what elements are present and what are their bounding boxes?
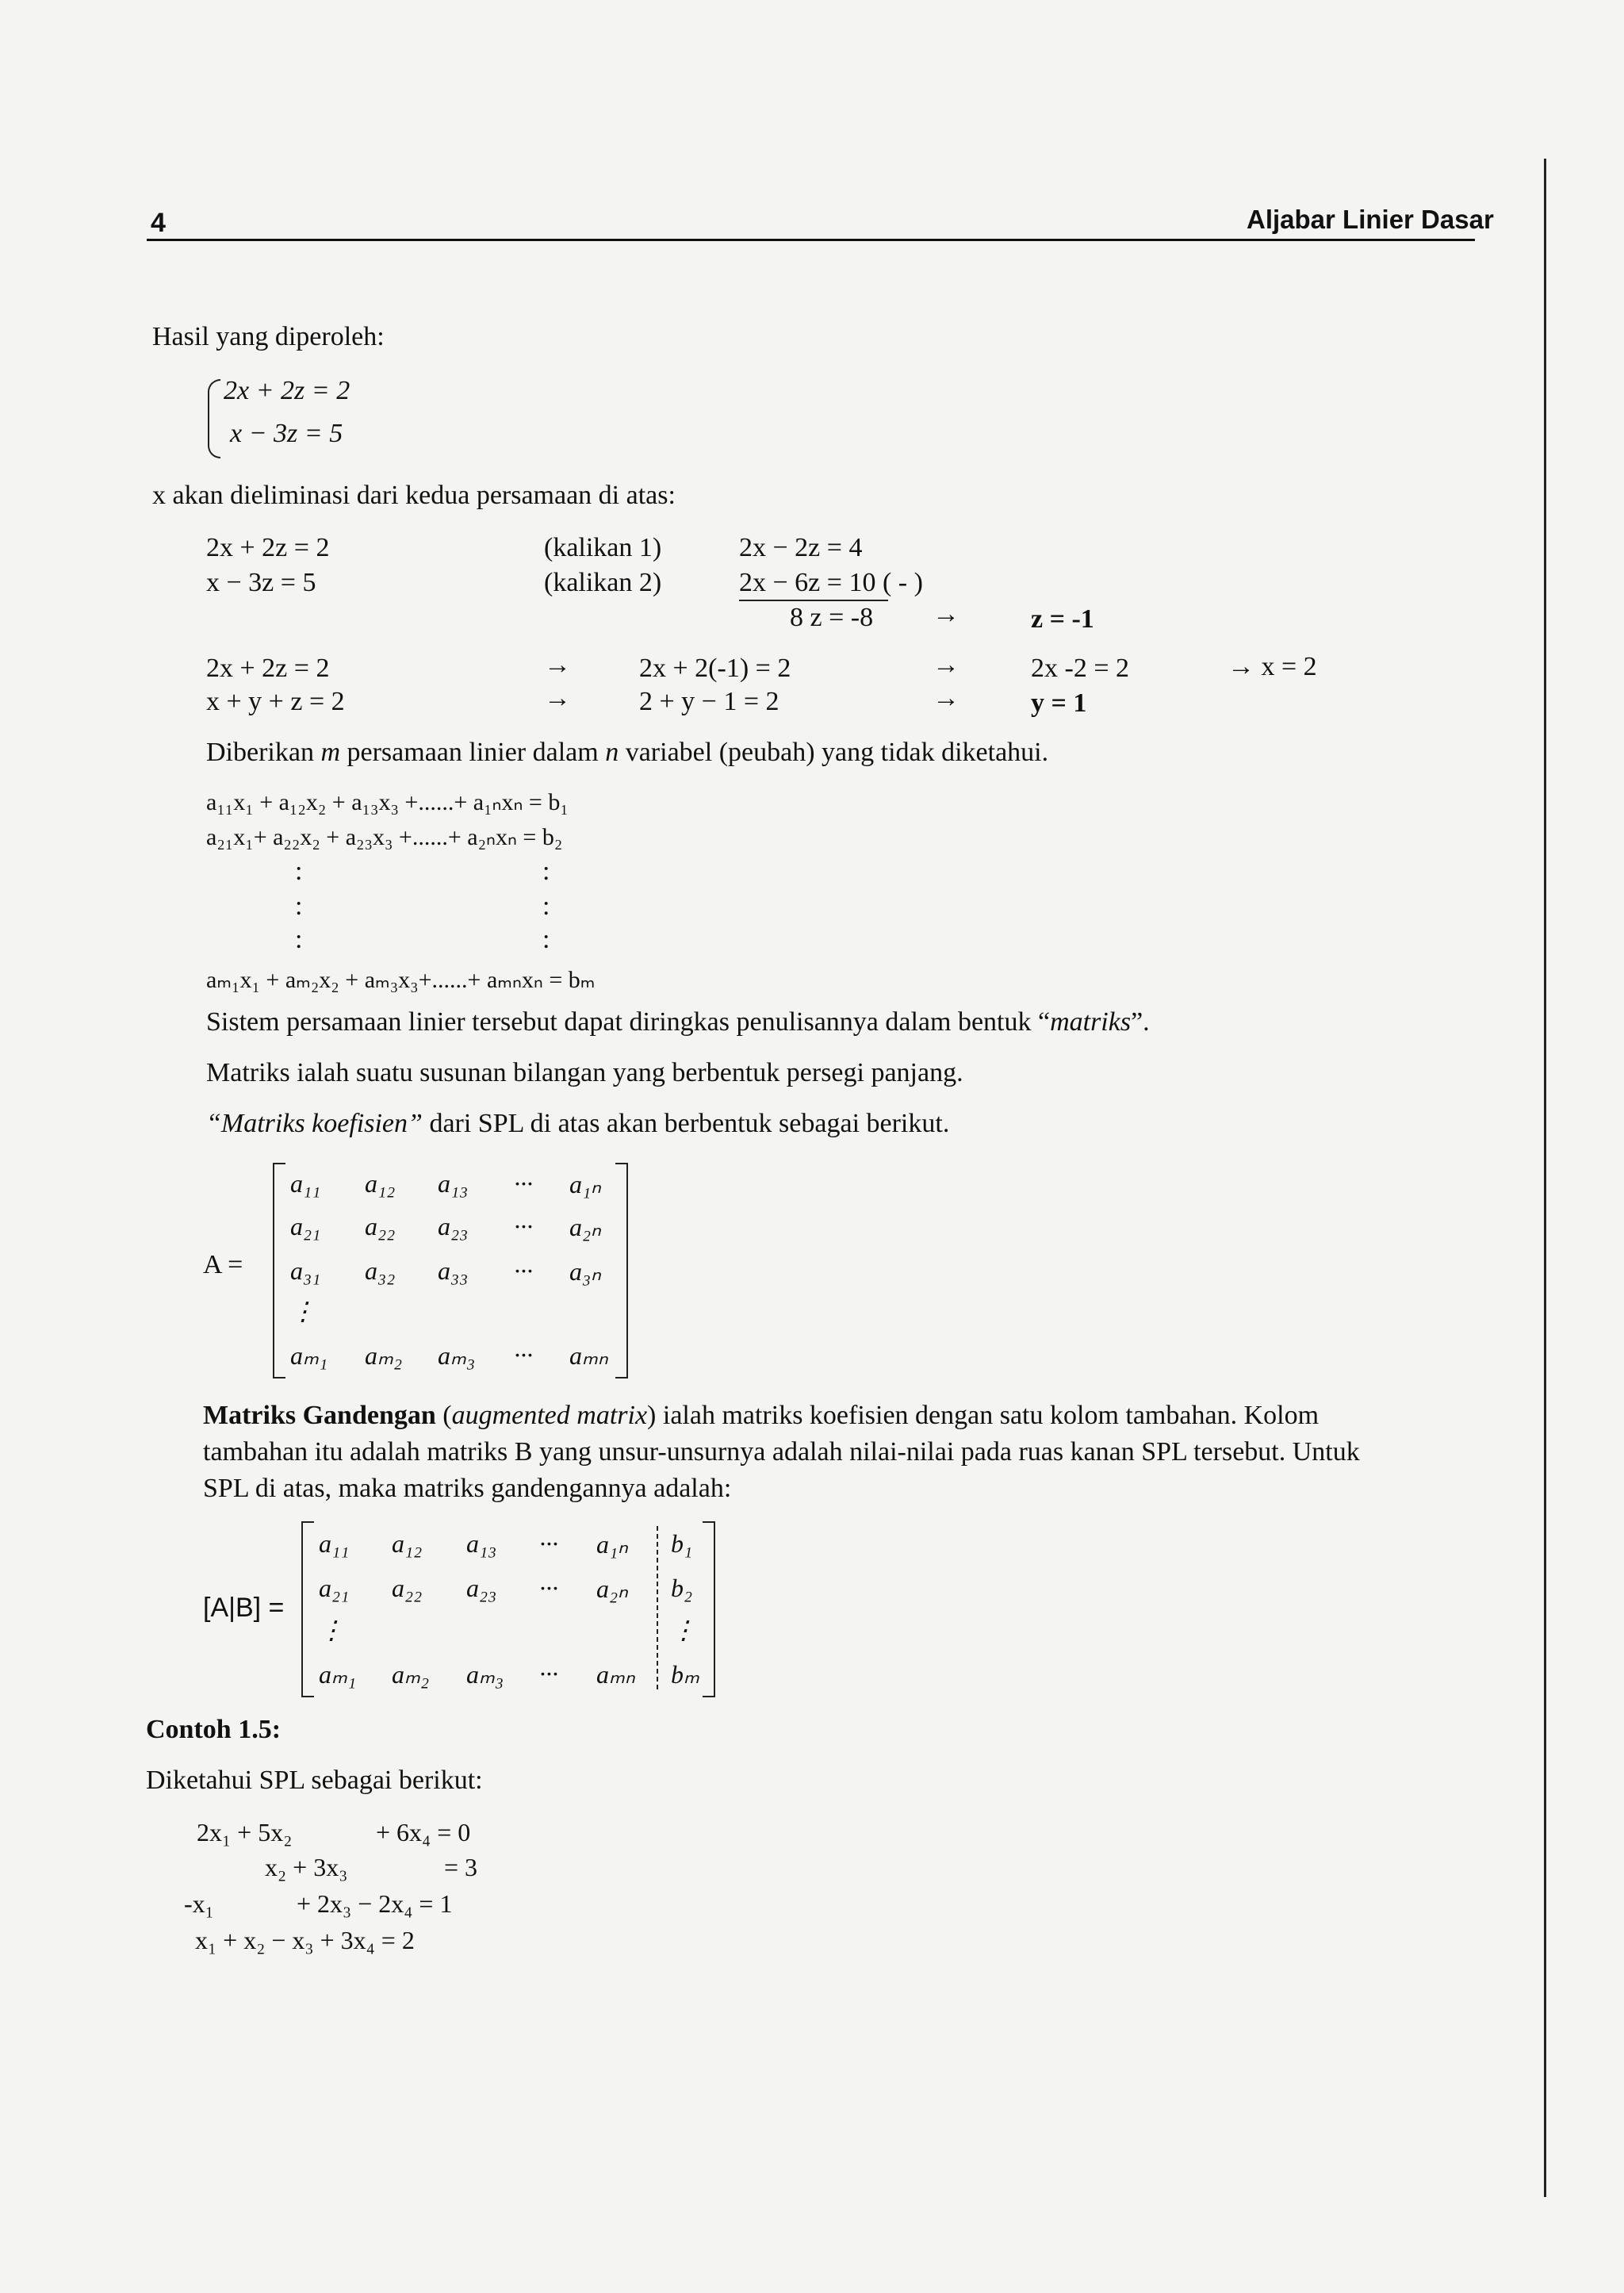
result-equation-1: 2x + 2z = 2 [224,376,350,405]
matrix-a-cell: a₁₂ [365,1169,396,1198]
arrow-icon: → [933,650,959,680]
subst-eq-2: x + y + z = 2 [206,687,345,716]
vertical-ellipsis: : [542,892,550,921]
augmented-matrix-cell: a₂₂ [392,1574,423,1602]
augmented-matrix-cell: a₁ₙ [596,1530,628,1559]
vertical-ellipsis: : [542,857,550,886]
running-header-title: Aljabar Linier Dasar [1247,205,1494,234]
page-number: 4 [151,208,166,238]
augmented-matrix-cell: ⋮ [319,1616,344,1644]
augmented-paragraph-line-3: SPL di atas, maka matriks gandengannya adalah: [203,1474,732,1503]
elimination-intro: x akan dieliminasi dari kedua persamaan di atas: [152,481,676,510]
augmented-matrix-cell: bₘ [671,1660,699,1689]
subst-result-1: 2x -2 = 2 [1031,654,1129,683]
augmented-matrix-cell: a₂₁ [319,1574,350,1602]
example-eq-4: x₁ + x₂ − x₃ + 3x₄ = 2 [195,1926,415,1954]
matrix-a-cell: a₁ₙ [569,1170,601,1198]
augmented-matrix-cell: aₘ₁ [319,1660,357,1689]
y-value: y = 1 [1031,688,1087,718]
matrix-a-cell: a₃₁ [290,1256,321,1285]
matrix-a-cell: aₘ₂ [365,1341,403,1370]
elim-result-3: 8 z = -8 [790,603,874,632]
subst-step-2: 2 + y − 1 = 2 [639,687,779,716]
augmented-matrix-cell: a₂ₙ [596,1574,628,1603]
augmented-matrix-cell: a₁₁ [319,1529,350,1558]
right-bracket [615,1163,628,1378]
subtraction-rule [739,600,888,601]
result-equation-2: x − 3z = 5 [230,419,343,448]
augment-separator [657,1526,658,1689]
example-eq-2b: = 3 [444,1853,478,1881]
paragraph-matrix-form: Sistem persamaan linier tersebut dapat diringkas penulisannya dalam bentuk “matriks”. [206,1007,1150,1037]
elim-eq-1: 2x + 2z = 2 [206,533,330,562]
matrix-a-cell: aₘ₁ [290,1341,328,1370]
general-eq-1: a₁₁x₁ + a₁₂x₂ + a₁₃x₃ +......+ a₁ₙxₙ = b₁ [206,789,569,815]
right-bracket [703,1521,715,1697]
general-eq-m: aₘ₁x₁ + aₘ₂x₂ + aₘ₃x₃+......+ aₘₙxₙ = bₘ [206,967,596,993]
vertical-ellipsis: : [542,925,550,954]
matrix-a-cell: a₂₂ [365,1212,396,1240]
system-brace [208,379,220,458]
arrow-icon: → [933,684,959,713]
example-eq-1a: 2x₁ + 5x₂ [197,1818,293,1846]
header-rule [147,239,1475,241]
example-eq-3b: + 2x₃ − 2x₄ = 1 [297,1889,453,1918]
matrix-a-cell: a₂₁ [290,1212,321,1240]
example-heading: Contoh 1.5: [146,1715,282,1744]
elim-result-2: 2x − 6z = 10 ( - ) [739,568,923,597]
augmented-matrix-label: [A|B] = [203,1593,285,1623]
elim-result-1: 2x − 2z = 4 [739,533,863,562]
matrix-a-label: A = [203,1250,243,1279]
vertical-ellipsis: : [295,857,303,886]
paragraph-matrix-definition: Matriks ialah suatu susunan bilangan yang berbentuk persegi panjang. [206,1058,963,1087]
matrix-a-cell: a₂₃ [438,1212,469,1240]
augmented-matrix-cell: ··· [539,1659,558,1688]
augmented-matrix-cell: aₘₙ [596,1660,635,1689]
matrix-a-cell: a₃ₙ [569,1257,601,1286]
arrow-icon: → [544,684,571,713]
augmented-paragraph-line-2: tambahan itu adalah matriks B yang unsur-unsurnya adalah nilai-nilai pada ruas kanan SPL tersebut. Untuk [203,1437,1360,1467]
augmented-matrix-cell: b₂ [671,1574,693,1602]
augmented-matrix-cell: ⋮ [671,1616,696,1644]
matrix-a-cell: a₁₃ [438,1169,469,1198]
matrix-a-cell: a₂ₙ [569,1213,601,1241]
arrow-icon: → [933,600,959,629]
subst-eq-1: 2x + 2z = 2 [206,654,330,683]
subst-step-1: 2x + 2(-1) = 2 [639,654,791,683]
given-sentence: Diberikan m persamaan linier dalam n variabel (peubah) yang tidak diketahui. [206,738,1049,767]
general-eq-2: a₂₁x₁+ a₂₂x₂ + a₂₃x₃ +......+ a₂ₙxₙ = b₂ [206,824,563,850]
z-value: z = -1 [1031,604,1094,634]
matrix-a-cell: ··· [514,1256,533,1285]
example-intro: Diketahui SPL sebagai berikut: [146,1766,483,1795]
matrix-a-cell: a₃₂ [365,1256,396,1285]
left-bracket [301,1521,314,1697]
example-eq-1b: + 6x₄ = 0 [376,1818,471,1846]
matrix-a-cell: aₘₙ [569,1341,608,1370]
elim-eq-2: x − 3z = 5 [206,568,316,597]
augmented-matrix-cell: ··· [539,1529,558,1558]
result-heading: Hasil yang diperoleh: [152,322,385,351]
example-eq-3a: -x₁ [184,1889,214,1918]
vertical-ellipsis: : [295,892,303,921]
augmented-matrix-cell: aₘ₂ [392,1660,430,1689]
page-edge-rule [1544,159,1546,2197]
paragraph-coefficient-matrix: “Matriks koefisien” dari SPL di atas akan berbentuk sebagai berikut. [206,1109,950,1138]
elim-mult-2: (kalikan 2) [544,568,662,597]
x-value: → x = 2 [1228,652,1317,681]
augmented-matrix-cell: a₁₂ [392,1529,423,1558]
matrix-a-cell: ··· [514,1169,533,1198]
matrix-a-cell: ⋮ [290,1297,316,1325]
example-eq-2a: x₂ + 3x₃ [265,1853,348,1881]
matrix-a-cell: ··· [514,1212,533,1240]
augmented-matrix-cell: b₁ [671,1529,693,1558]
augmented-matrix-cell: a₁₃ [466,1529,497,1558]
matrix-a-cell: ··· [514,1340,533,1369]
augmented-matrix-cell: ··· [539,1574,558,1602]
left-bracket [273,1163,285,1378]
augmented-matrix-cell: aₘ₃ [466,1660,504,1689]
matrix-a-cell: aₘ₃ [438,1341,476,1370]
vertical-ellipsis: : [295,925,303,954]
matrix-a-cell: a₃₃ [438,1256,469,1285]
augmented-paragraph-line-1: Matriks Gandengan (augmented matrix) ialah matriks koefisien dengan satu kolom tambahan. Kolom [203,1401,1320,1430]
arrow-icon: → [544,650,571,680]
elim-mult-1: (kalikan 1) [544,533,662,562]
augmented-matrix-cell: a₂₃ [466,1574,497,1602]
matrix-a-cell: a₁₁ [290,1169,321,1198]
